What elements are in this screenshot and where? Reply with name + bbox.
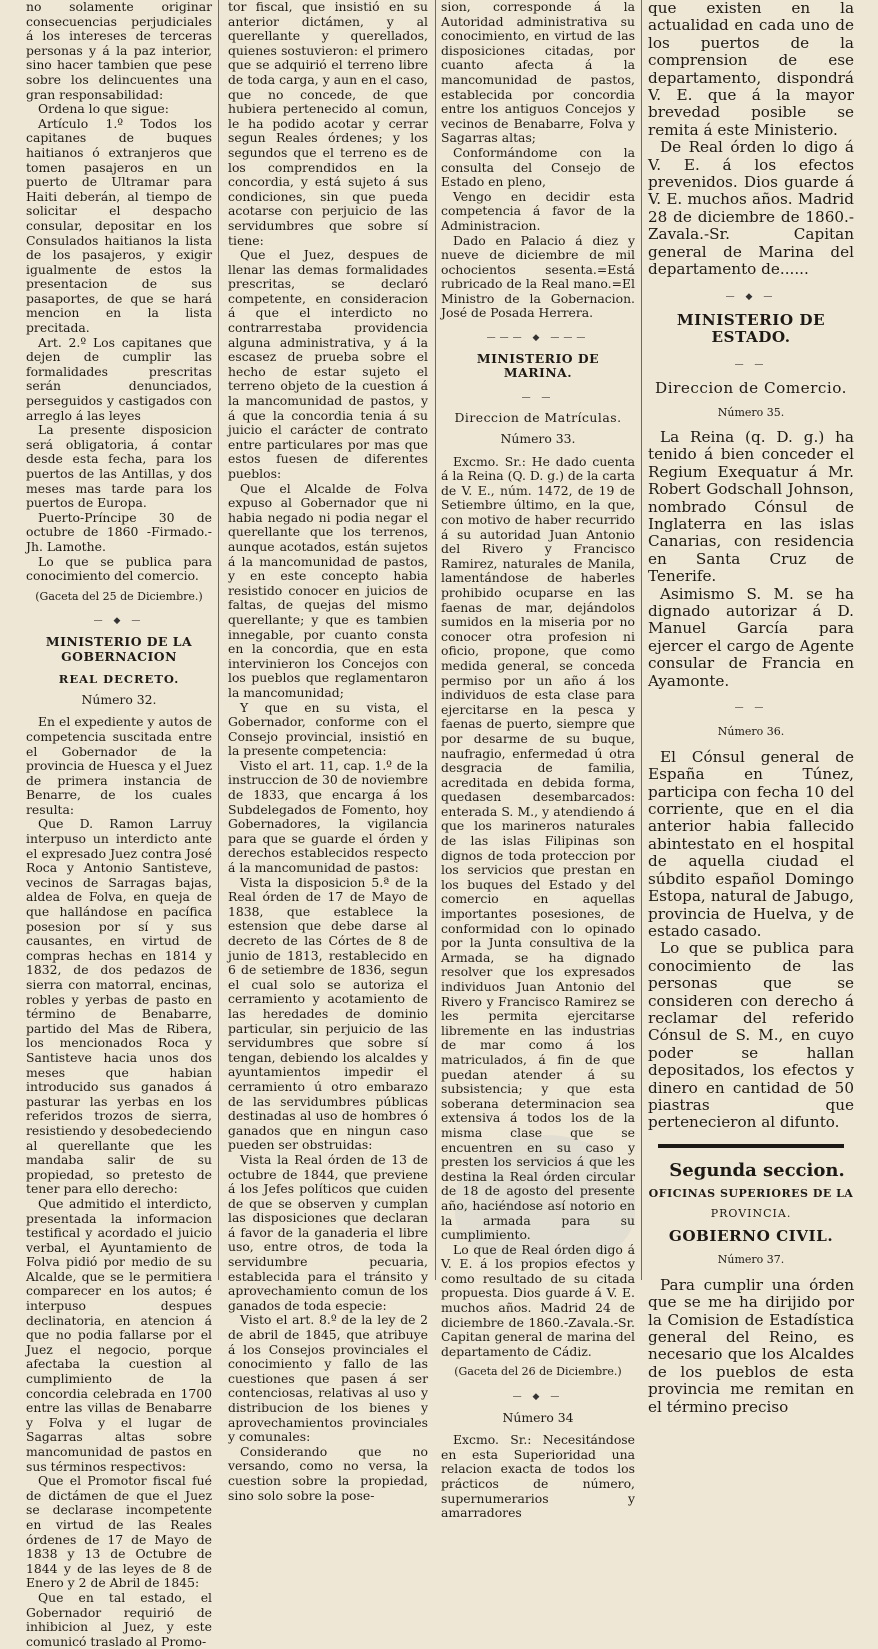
paragraph: no solamente originar consecuencias perjudiciales á los intereses de terceras personas y á la paz interior, sino hacer tambien que pese sobre los delincuentes una gran responsabilidad: <box>26 0 212 102</box>
paragraph: Dado en Palacio á diez y nueve de diciembre de mil ochocientos sesenta.=Está rubricado de la Real mano.=El Ministro de la Gobernacion. José de Posada Herrera. <box>441 232 635 321</box>
office-heading: OFICINAS SUPERIORES DE LA <box>648 1187 854 1201</box>
paragraph: Que el Promotor fiscal fué de dictámen de que el Juez se declarase incompetente en virtud de las Reales órdenes de 17 de Mayo de 1838 y 13 de Octubre de 1844 y de las leyes de 8 de Enero y 2 de Abril de 1845: <box>26 1473 212 1591</box>
item-number: Número 35. <box>717 405 785 419</box>
paragraph: La presente disposicion será obligatoria, á contar desde esta fecha, para los puertos de las Antillas, y dos meses mas tarde para los puertos de Europa. <box>26 422 212 511</box>
paragraph: La Reina (q. D. g.) ha tenido á bien conceder el Regium Exequatur á Mr. Robert Godschall Johnson, nombrado Cónsul de Inglaterra en las islas Canarias, con residencia en Santa Cruz de Tenerife. <box>648 427 854 586</box>
source-note: (Gaceta del 25 de Diciembre.) <box>35 589 203 603</box>
column-1 <box>26 0 212 1649</box>
item-number: Número 32. <box>81 691 157 707</box>
ornament-divider: — — <box>734 703 768 714</box>
paragraph: Considerando que no versando, como no versa, la cuestion sobre la propiedad, sino solo sobre la pose- <box>228 1443 428 1503</box>
column-2 <box>228 0 428 1503</box>
item-number: Número 34 <box>502 1409 574 1425</box>
paragraph: Que admitido el interdicto, presentada la informacion testifical y acordado el juicio verbal, el Ayuntamiento de Folva pidió por medio de su Alcalde, que se le permitiera comparecer en los autos; é interpuso despues declinatoria, en atencion á que no podia fallarse por el Juez el negocio, porque afectaba la cuestion al cumplimiento de la concordia celebrada en 1700 entre las villas de Benabarre y Folva y el lugar de Sagarras altas sobre mancomunidad de pastos en sus términos respectivos: <box>26 1195 212 1474</box>
paragraph: sion, corresponde á la Autoridad administrativa su conocimiento, en virtud de las disposiciones citadas, por cuanto afecta á la mancomunidad de pastos, establecida por concordia entre los antiguos Concejos y vecinos de Benabarre, Folva y Sagarras altas; <box>441 0 635 146</box>
paragraph: Asimismo S. M. se ha dignado autorizar á D. Manuel García para ejercer el cargo de Agente consular de Francia en Ayamonte. <box>648 584 854 690</box>
decree-heading: REAL DECRETO. <box>58 672 180 687</box>
paragraph: Vengo en decidir esta competencia á favor de la Administracion. <box>441 188 635 233</box>
paragraph: Conformándome con la consulta del Consejo de Estado en pleno, <box>441 144 635 190</box>
paragraph: Excmo. Sr.: He dado cuenta á la Reina (Q. D. g.) de la carta de V. E., núm. 1472, de 19 de Setiembre último, en la que, con motivo de haber recurrido á su autoridad Juan Antonio del Rivero y Francisco Ramirez, naturales de Manila, lamentándose de haberles prohibido ocuparse en las faenas de mar, dejándolos sumidos en la miseria por no conocer otra profesion ni oficio, propone, que como medida general, se conceda permiso por un año á los individuos de esta clase para ejercitarse en la pesca y faenas de puerto, siempre que por desarme de su buque, naufragio, enfermedad ú otra desgracia de familia, acreditada en debida forma, quedasen desembarcados: enterada S. M., y atendiendo á que los marineros naturales de las islas Filipinas son dignos de toda proteccion por los servicios que prestan en los buques del Estado y del comercio en aquellas importantes posesiones, de conformidad con lo opinado por la Junta consultiva de la Armada, se ha dignado resolver que los expresados individuos Juan Antonio del Rivero y Francisco Ramirez se les permita ejercitarse libremente en las industrias de mar como á los matriculados, á fin de que puedan atender á su subsistencia; y que esta soberana determinacion sea extensiva á todos los de la misma clase que se encuentren en su caso y presten los servicios á que les destina la Real órden circular de 18 de agosto del presente año, haciéndose así notorio en la armada para su cumplimiento. <box>441 453 635 1243</box>
office-subheading: PROVINCIA. <box>710 1206 792 1220</box>
paragraph: El Cónsul general de España en Túnez, participa con fecha 10 del corriente, que en el dia anterior habia fallecido abintestato en el hospital de aquella ciudad el súbdito español Domingo Estopa, natural de Jabugo, provincia de Huelva, y de estado casado. <box>648 747 854 940</box>
paragraph: Ordena lo que sigue: <box>38 101 169 117</box>
paragraph: Excmo. Sr.: Necesitándose en esta Superioridad una relacion exacta de todos los prácticos de número, supernumerarios y amarradores <box>441 1432 635 1521</box>
source-note: (Gaceta del 26 de Diciembre.) <box>454 1365 622 1379</box>
paragraph: De Real órden lo digo á V. E. á los efectos prevenidos. Dios guarde á V. E. muchos años. Madrid 28 de diciembre de 1860.-Zavala.-Sr. Capitan general de Marina del departamento de...... <box>648 138 854 279</box>
paragraph: Lo que se publica para conocimiento del comercio. <box>26 553 212 584</box>
section-heading: MINISTERIO DE LA GOBERNACION <box>45 633 193 664</box>
section-rule <box>658 1144 844 1148</box>
ornament-divider: — — <box>734 359 768 370</box>
paragraph: Puerto-Príncipe 30 de octubre de 1860 -Firmado.-Jh. Lamothe. <box>26 509 212 554</box>
paragraph: Lo que se publica para conocimiento de las personas que se consideren con derecho á reclamar del referido Cónsul de S. M., en cuyo poder se hallan depositados, los efectos y dinero en cantidad de 50 piastras que pertenecieron al difunto. <box>648 939 854 1132</box>
ornament-divider: ——— ◆ ——— <box>486 333 590 344</box>
column-rule <box>641 0 642 1280</box>
paragraph: Art. 2.º Los capitanes que dejen de cumplir las formalidades prescritas serán denunciados, perseguidos y castigados con arreglo á las leyes <box>26 334 212 423</box>
item-number: Número 33. <box>500 431 576 447</box>
section-title: Segunda seccion. <box>669 1159 845 1181</box>
ornament-divider: — ◆ — <box>512 1392 564 1403</box>
paragraph: Vista la Real órden de 13 de octubre de 1844, que previene á los Jefes políticos que cuiden de que se observen y cumplan las disposiciones que declaran á favor de la ganaderia el libre uso, entre otros, de toda la servidumbre pecuaria, establecida para el tránsito y aprovechamiento comun de los ganados de toda especie: <box>228 1151 428 1313</box>
ornament-divider: — — <box>521 392 555 403</box>
paragraph: tor fiscal, que insistió en su anterior dictámen, y al querellante y querellados, quienes sostuvieron: el primero que se adquirió el terreno libre de toda carga, y aun en el caso, que no concede, de que hubiera pertenecido al comun, le ha podido acotar y cerrar segun Reales órdenes; y los segundos que el terreno es de los comprendidos en la concordia, y está sujeto á sus condiciones, sin que pueda acotarse con perjuicio de las servidumbres que sobre sí tiene: <box>228 0 428 248</box>
section-heading: MINISTERIO DE MARINA. <box>476 350 600 381</box>
paragraph: Lo que de Real órden digo á V. E. á los propios efectos y como resultado de su citada propuesta. Dios guarde á V. E. muchos años. Madrid 24 de diciembre de 1860.-Zavala.-Sr. Capitan general de marina del departamento de Cádiz. <box>441 1241 635 1359</box>
ornament-divider: — ◆ — <box>93 616 145 627</box>
column-rule <box>435 0 436 1280</box>
paragraph: En el expediente y autos de competencia suscitada entre el Gobernador de la provincia de Huesca y el Juez de primera instancia de Benarre, de los cuales resulta: <box>26 714 212 817</box>
paragraph: que existen en la actualidad en cada uno de los puertos de la comprension de ese departamento, dispondrá V. E. que á la mayor brevedad posible se remita á este Ministerio. <box>648 0 854 139</box>
item-number: Número 37. <box>717 1253 785 1267</box>
paragraph: Para cumplir una órden que se me ha dirijido por la Comision de Estadística general del Reino, es necesario que los Alcaldes de los pueblos de esta provincia me remitan en el término preciso <box>648 1275 854 1416</box>
paragraph: Que el Alcalde de Folva expuso al Gobernador que ni habia negado ni podia negar el querellante que los terrenos, aunque acotados, están sujetos á la mancomunidad de pastos, y en este concepto habia resistido conocer en juicios de faltas, de quejas del mismo querellante; y que es tambien innegable, por cuanto consta en la concordia, que en esta intervinieron los Concejos con los pueblos que reglamentaron la mancomunidad; <box>228 480 428 700</box>
paragraph: Que D. Ramon Larruy interpuso un interdicto ante el expresado Juez contra José Roca y Antonio Santisteve, vecinos de Sarragas bajas, aldea de Folva, en queja de que hallándose en pacífica posesion por sí y sus causantes, en virtud de compras hechas en 1814 y 1832, de dos pedazos de sierra con matorral, encinas, robles y yerbas de pasto en término de Benabarre, partido del Mas de Ribera, los mencionados Roca y Santisteve hacia unos dos meses que habian introducido sus ganados á pasturar las yerbas en los referidos trozos de sierra, resistiendo y desobedeciendo al querellante que les mandaba salir de su propiedad, so pretesto de tener para ello derecho: <box>26 816 212 1197</box>
paragraph: Que el Juez, despues de llenar las demas formalidades prescritas, se declaró competente, en consideracion á que el interdicto no contrarrestaba providencia alguna administrativa, y á la escasez de prueba sobre el hecho de estar sujeto el terreno objeto de la cuestion á la mancomunidad de pastos, y á que la concordia tenia á su juicio el carácter de contrato entre particulares por mas que estos fuesen de diferentes pueblos: <box>228 247 428 481</box>
ornament-divider: — ◆ — <box>725 291 777 302</box>
subsection-heading: Direccion de Matrículas. <box>454 410 622 426</box>
paragraph: Artículo 1.º Todos los capitanes de buques haitianos ó extranjeros que tomen pasajeros en un puerto de Ultramar para Haiti deberán, al tiempo de solicitar el despacho consular, depositar en los Consulados haitianos la lista de los pasajeros, y exigir igualmente de estos la presentacion de sus pasaportes, de que se hará mencion en la lista precitada. <box>26 115 212 336</box>
column-4 <box>648 0 854 1416</box>
paragraph: Visto el art. 8.º de la ley de 2 de abril de 1845, que atribuye á los Consejos provinciales el conocimiento y fallo de las cuestiones que pasen á ser contenciosas, relativas al uso y distribucion de los bienes y aprovechamientos provinciales y comunales: <box>228 1312 428 1445</box>
paragraph: Que en tal estado, el Gobernador requirió de inhibicion al Juez, y este comunicó traslado al Promo- <box>26 1589 212 1649</box>
section-heading: GOBIERNO CIVIL. <box>668 1227 834 1245</box>
paragraph: Vista la disposicion 5.ª de la Real órden de 17 de Mayo de 1838, que establece la estension que debe darse al decreto de las Córtes de 8 de junio de 1813, restablecido en 6 de setiembre de 1836, segun el cual solo se autoriza el cerramiento y acotamiento de las heredades de dominio particular, sin perjuicio de las servidumbres que sobre sí tengan, debiendo los alcaldes y ayuntamientos impedir el cerramiento ú otro embarazo de las servidumbres públicas destinadas al uso de hombres ó ganados que en ningun caso pueden ser obstruidas: <box>228 874 428 1153</box>
item-number: Número 36. <box>717 725 785 739</box>
column-rule <box>218 0 219 1280</box>
column-3 <box>441 0 635 1521</box>
subsection-heading: Direccion de Comercio. <box>655 379 847 398</box>
paragraph: Visto el art. 11, cap. 1.º de la instruccion de 30 de noviembre de 1833, que encarga á los Subdelegados de Fomento, hoy Gobernadores, la vigilancia para que se guarde el órden y derechos establecidos respecto á la mancomunidad de pastos: <box>228 757 428 876</box>
paragraph: Y que en su vista, el Gobernador, conforme con el Consejo provincial, insistió en la presente competencia: <box>228 699 428 759</box>
section-heading: MINISTERIO DE ESTADO. <box>676 310 826 347</box>
